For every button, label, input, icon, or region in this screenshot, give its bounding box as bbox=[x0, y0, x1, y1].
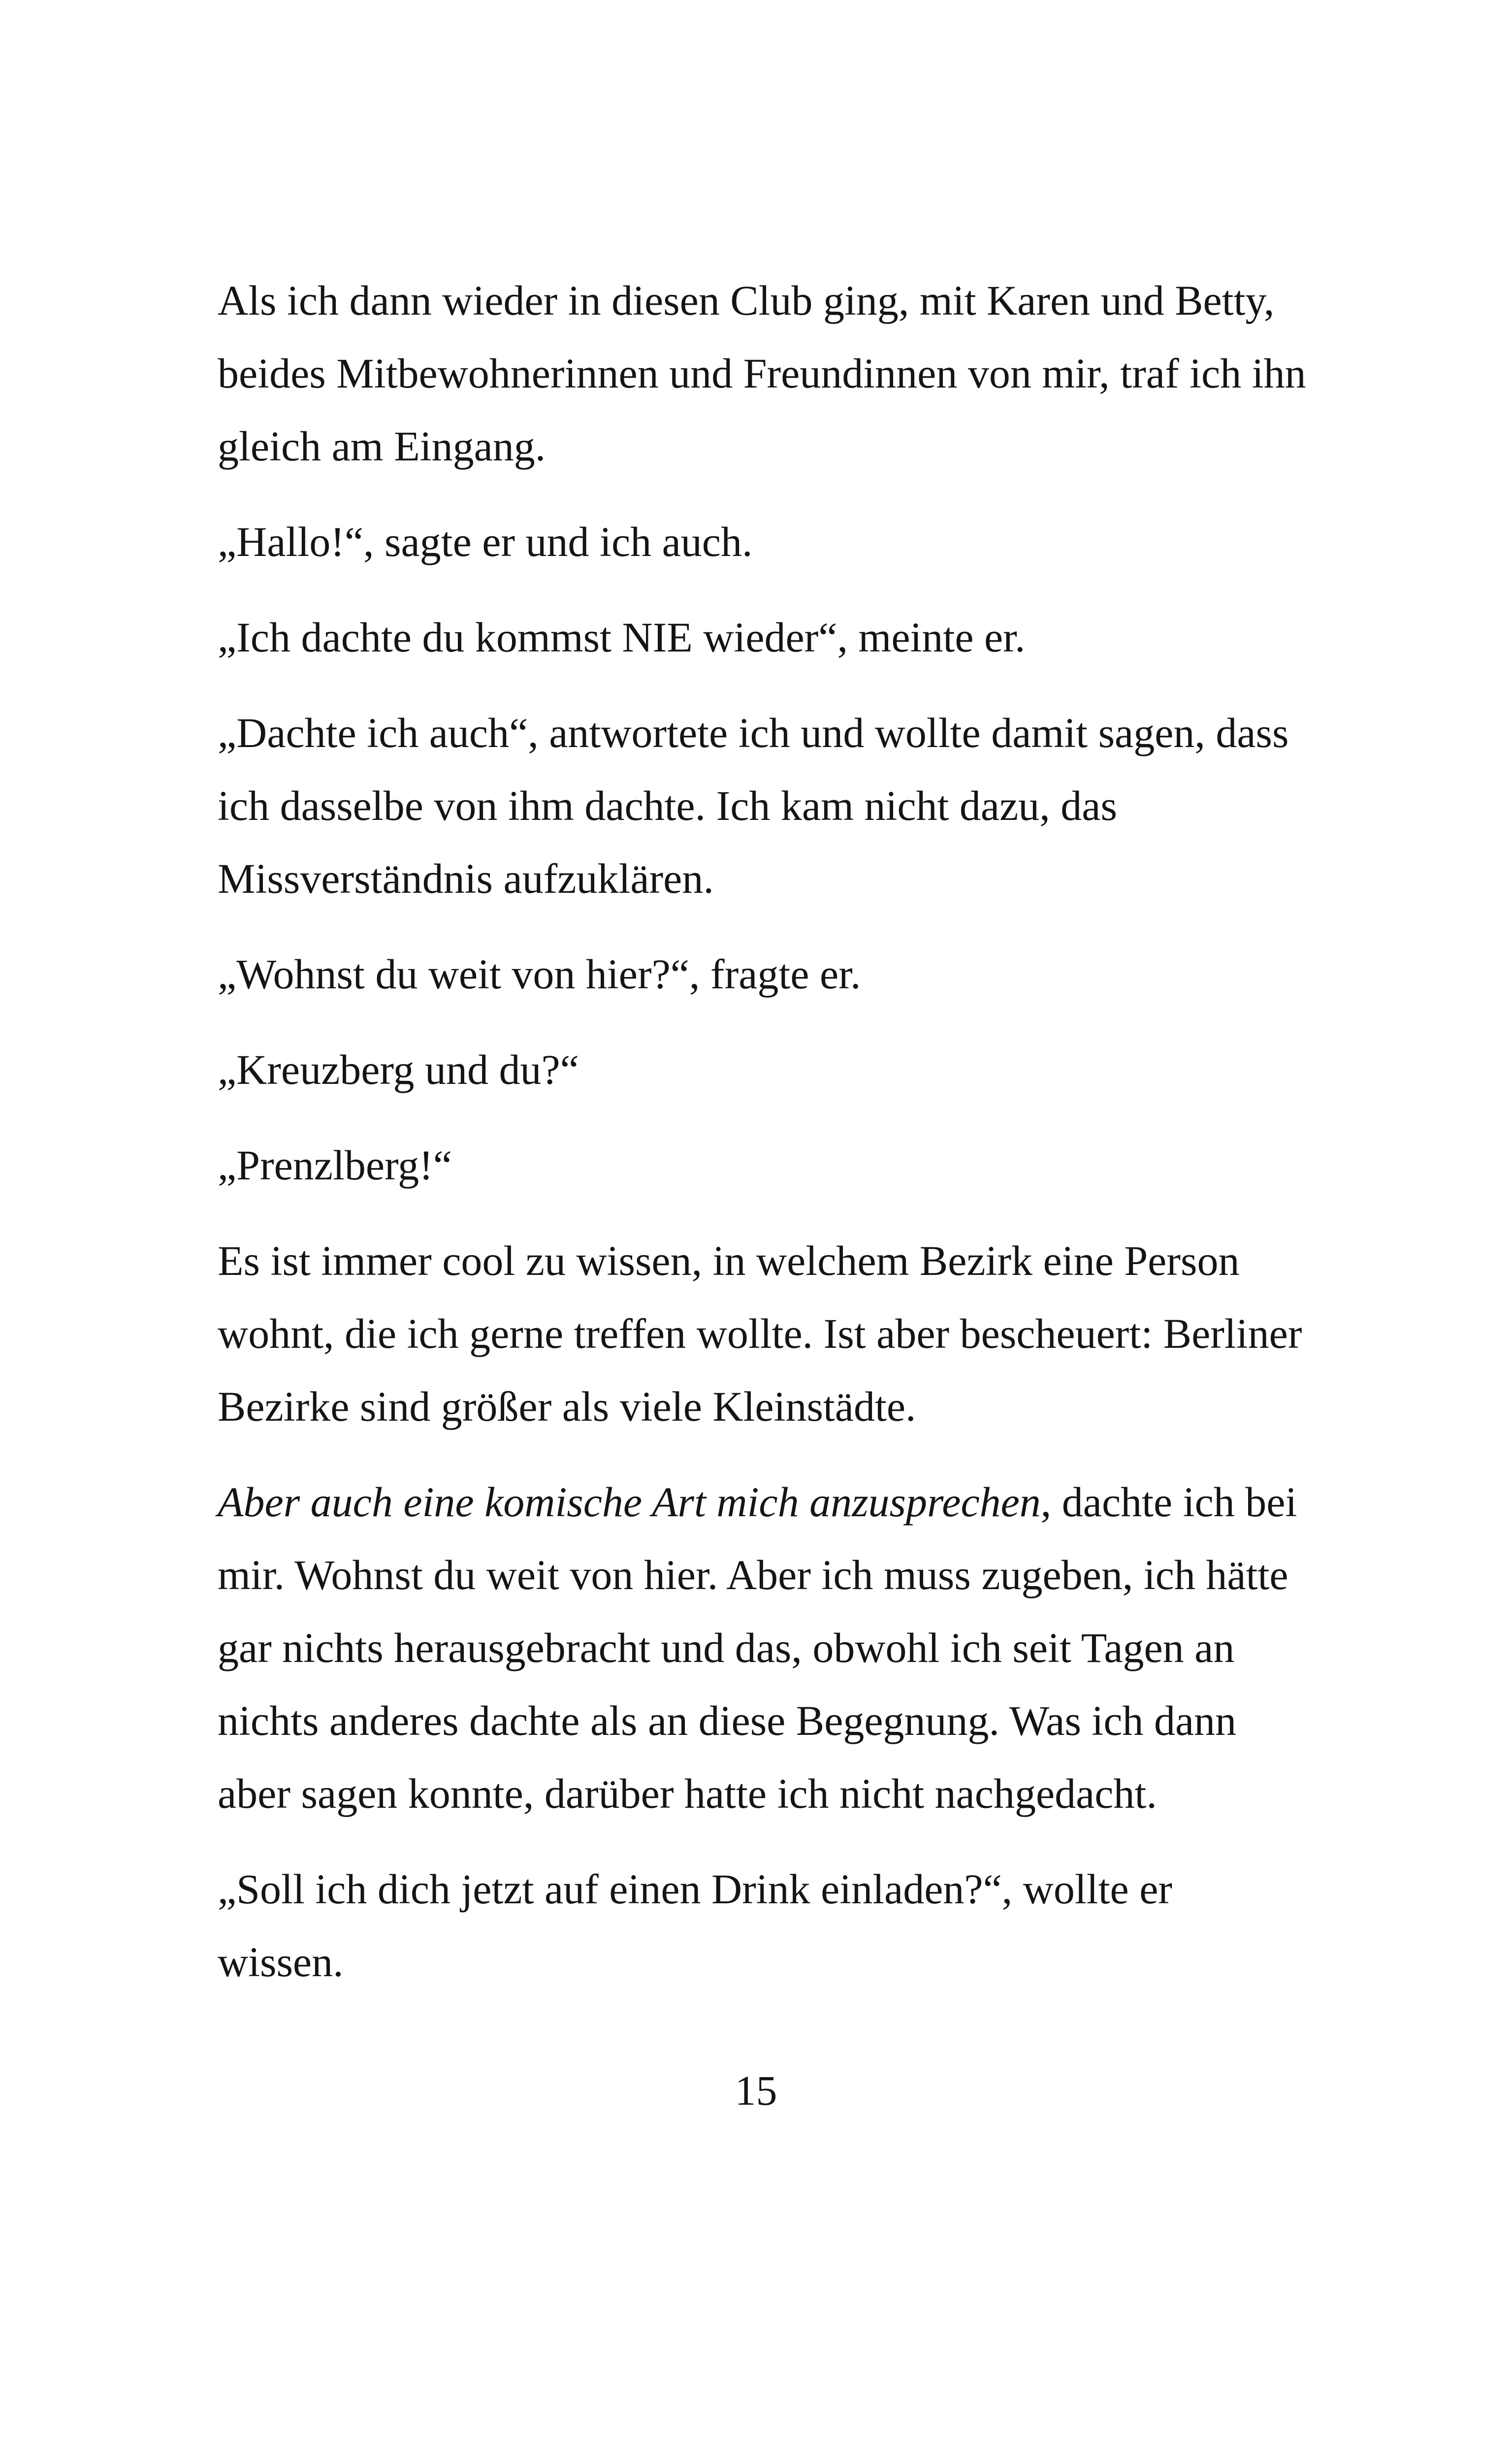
paragraph bbox=[218, 601, 1320, 674]
paragraph bbox=[218, 1224, 1320, 1443]
text-line: Es ist immer cool zu wissen, in welchem Bezirk eine Person bbox=[218, 1237, 1240, 1284]
text-run: , dachte ich bei bbox=[1040, 1478, 1297, 1526]
text-line: ich dasselbe von ihm dachte. Ich kam nicht dazu, das bbox=[218, 782, 1117, 829]
page-number: 15 bbox=[735, 2067, 777, 2114]
paragraph bbox=[218, 1129, 1320, 1202]
text-line: Missverständnis aufzuklären. bbox=[218, 855, 714, 902]
text-line: „Wohnst du weit von hier?“, fragte er. bbox=[218, 950, 861, 998]
text-line: gleich am Eingang. bbox=[218, 423, 546, 470]
text-line: „Kreuzberg und du?“ bbox=[218, 1046, 579, 1093]
text-line: „Soll ich dich jetzt auf einen Drink einladen?“, wollte er bbox=[218, 1865, 1173, 1913]
text-line bbox=[218, 1466, 1320, 1538]
paragraph bbox=[218, 1466, 1320, 1830]
paragraph bbox=[218, 505, 1320, 578]
paragraph bbox=[218, 1033, 1320, 1106]
text-line: aber sagen konnte, darüber hatte ich nicht nachgedacht. bbox=[218, 1770, 1157, 1817]
text-line: wohnt, die ich gerne treffen wollte. Ist aber bescheuert: Berliner bbox=[218, 1310, 1302, 1357]
text-line: gar nichts herausgebracht und das, obwohl ich seit Tagen an bbox=[218, 1624, 1235, 1671]
body-text bbox=[218, 264, 1320, 2021]
text-line: wissen. bbox=[218, 1938, 344, 1986]
text-line: beides Mitbewohnerinnen und Freundinnen von mir, traf ich ihn bbox=[218, 350, 1306, 397]
paragraph bbox=[218, 938, 1320, 1010]
text-line: nichts anderes dachte als an diese Begegnung. Was ich dann bbox=[218, 1697, 1237, 1744]
text-line: „Prenzlberg!“ bbox=[218, 1141, 452, 1189]
text-line: Bezirke sind größer als viele Kleinstädte. bbox=[218, 1383, 916, 1430]
text-line: mir. Wohnst du weit von hier. Aber ich muss zugeben, ich hätte bbox=[218, 1551, 1288, 1598]
text-line: Als ich dann wieder in diesen Club ging, mit Karen und Betty, bbox=[218, 277, 1275, 324]
paragraph bbox=[218, 1853, 1320, 1998]
text-line: „Hallo!“, sagte er und ich auch. bbox=[218, 518, 753, 565]
paragraph bbox=[218, 264, 1320, 483]
text-line: „Ich dachte du kommst NIE wieder“, meinte er. bbox=[218, 614, 1026, 661]
italic-thought: Aber auch eine komische Art mich anzusprechen bbox=[218, 1478, 1041, 1526]
text-line: „Dachte ich auch“, antwortete ich und wollte damit sagen, dass bbox=[218, 709, 1289, 756]
paragraph bbox=[218, 696, 1320, 915]
